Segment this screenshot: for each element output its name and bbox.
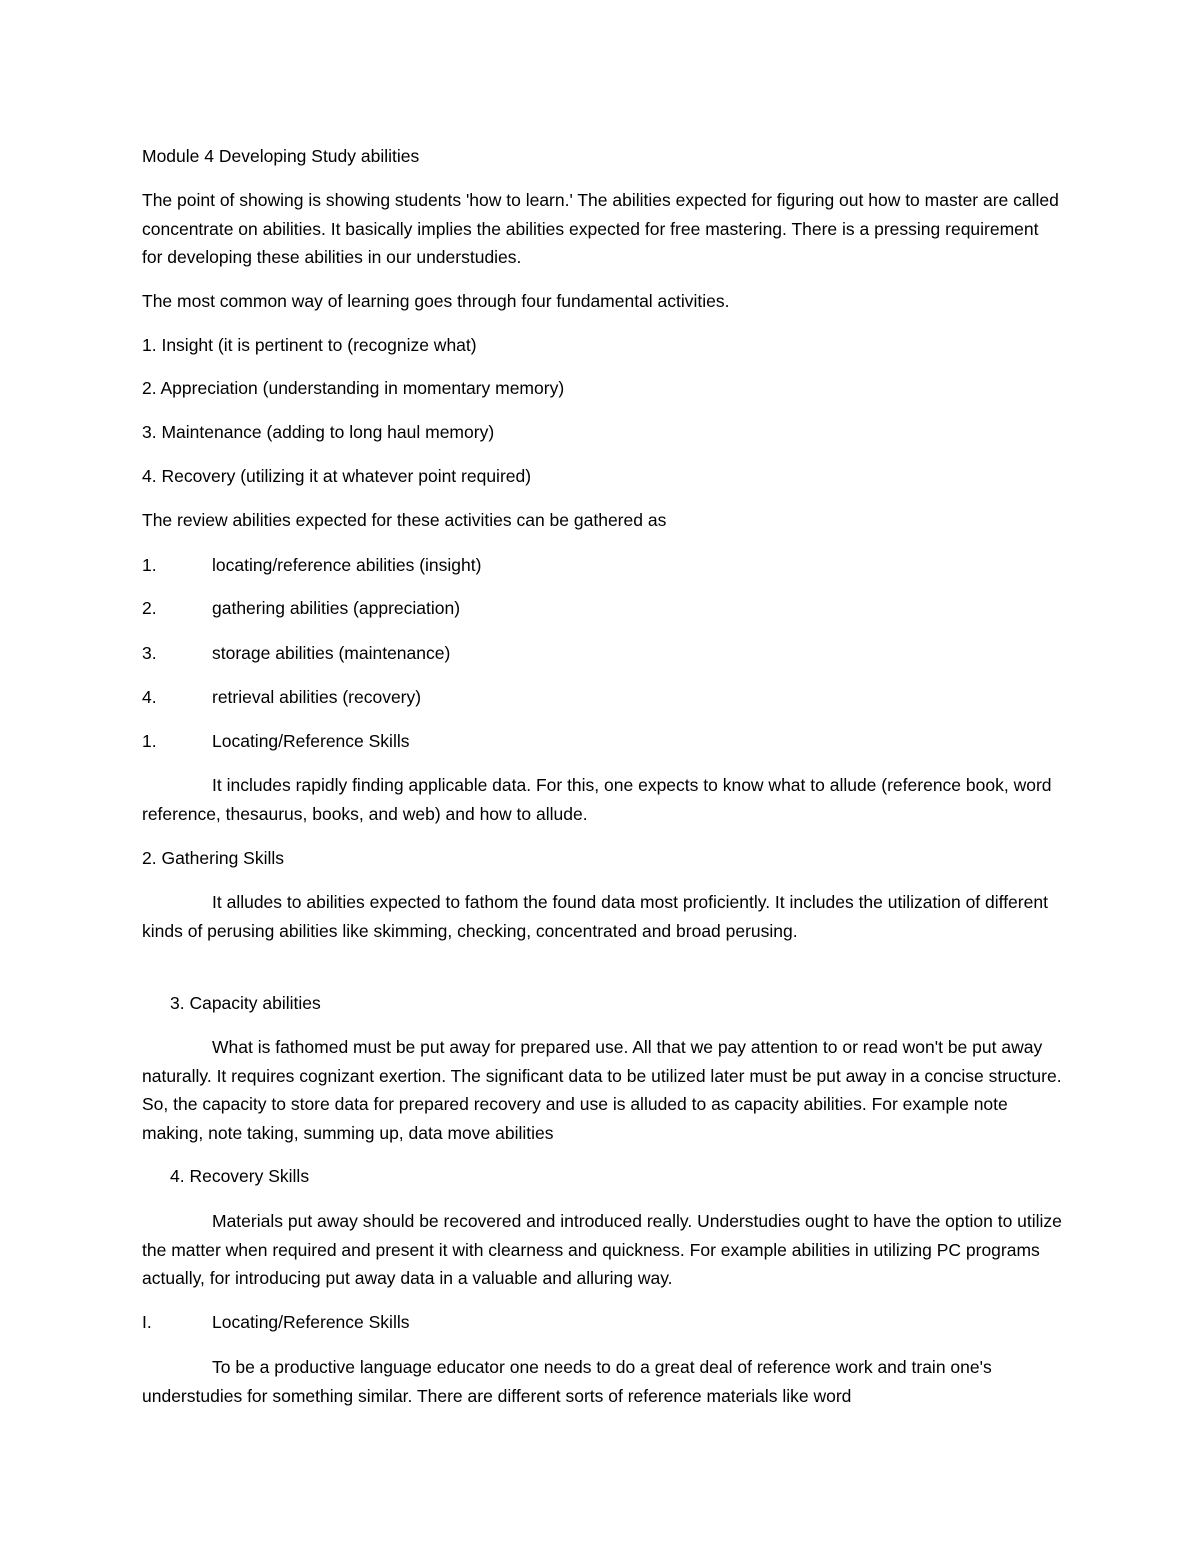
section-heading-capacity: 3. Capacity abilities: [170, 993, 321, 1013]
locating-skills-paragraph: It includes rapidly finding applicable data. For this, one expects to know what to allude (reference book, word reference, thesaurus, books, and web) and how to allude.: [142, 775, 1052, 824]
section-heading-recovery: 4. Recovery Skills: [170, 1166, 310, 1186]
skill-list-item: gathering abilities (appreciation): [212, 598, 461, 618]
section-heading-gathering: 2. Gathering Skills: [142, 848, 285, 868]
skill-list-item: storage abilities (maintenance): [212, 643, 451, 663]
skill-list-number: 2.: [142, 598, 157, 618]
activity-item-3: 3. Maintenance (adding to long haul memory): [142, 422, 495, 442]
intro-paragraph: The point of showing is showing students 'how to learn.' The abilities expected for figuring out how to master are called concentrate on abilities. It basically implies the abilities expected for free mastering. There is a pressing requirement for developing these abilities in our understudies.: [142, 190, 1059, 267]
recovery-skills-paragraph: Materials put away should be recovered and introduced really. Understudies ought to have the option to utilize the matter when required and present it with clearness and quickness. For example abilities in utilizing PC programs actually, for introducing put away data in a valuable and alluring way.: [142, 1211, 1062, 1288]
skill-list-number: 4.: [142, 687, 157, 707]
skill-list-item: locating/reference abilities (insight): [212, 555, 482, 575]
activity-item-2: 2. Appreciation (understanding in momentary memory): [142, 378, 565, 398]
reference-work-paragraph: To be a productive language educator one needs to do a great deal of reference work and train one's understudies for something similar. There are different sorts of reference materials like word: [142, 1357, 992, 1406]
skill-list-item: retrieval abilities (recovery): [212, 687, 422, 707]
skill-list-number: 1.: [142, 555, 157, 575]
gathering-skills-paragraph: It alludes to abilities expected to fathom the found data most proficiently. It includes the utilization of different kinds of perusing abilities like skimming, checking, concentrated and broad perusing.: [142, 892, 1048, 941]
section-heading-number: 1.: [142, 731, 157, 751]
section-heading-locating-reference: Locating/Reference Skills: [212, 1312, 410, 1332]
document-title: Module 4 Developing Study abilities: [142, 146, 420, 166]
skill-list-number: 3.: [142, 643, 157, 663]
review-abilities-intro: The review abilities expected for these activities can be gathered as: [142, 510, 667, 530]
activity-item-1: 1. Insight (it is pertinent to (recognize what): [142, 335, 477, 355]
learning-activities-intro: The most common way of learning goes through four fundamental activities.: [142, 291, 730, 311]
activity-item-4: 4. Recovery (utilizing it at whatever point required): [142, 466, 532, 486]
roman-section-number: I.: [142, 1312, 152, 1332]
section-heading-locating: Locating/Reference Skills: [212, 731, 410, 751]
capacity-abilities-paragraph: What is fathomed must be put away for prepared use. All that we pay attention to or read won't be put away naturally. It requires cognizant exertion. The significant data to be utilized later must be put away in a concise structure. So, the capacity to store data for prepared recovery and use is alluded to as capacity abilities. For example note making, note taking, summing up, data move abilities: [142, 1037, 1062, 1143]
